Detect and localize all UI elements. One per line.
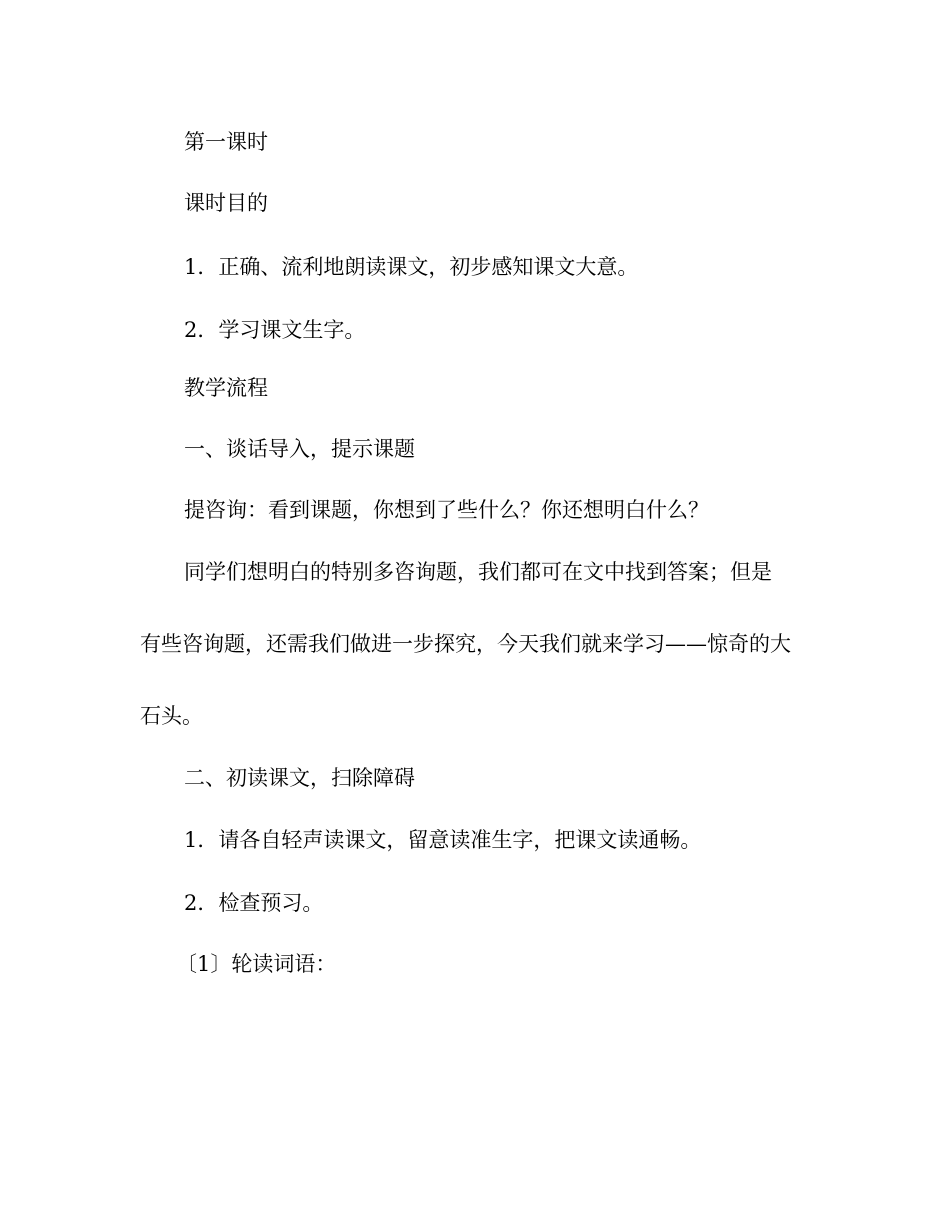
section-heading-2: 二、初读课文，扫除障碍 (184, 766, 415, 790)
section-heading-1: 一、谈话导入，提示课题 (184, 437, 415, 461)
objective-item-2: 2．学习课文生字。 (184, 318, 366, 342)
paragraph-question: 提咨询：看到课题，你想到了些什么？你还想明白什么？ (184, 498, 709, 522)
lesson-heading: 第一课时 (184, 130, 268, 154)
objectives-heading: 课时目的 (184, 191, 268, 215)
paragraph-line-2: 有些咨询题，还需我们做进一步探究，今天我们就来学习——惊奇的大 (140, 632, 791, 656)
sub-step-item-1: 〔1〕轮读词语： (176, 952, 337, 976)
paragraph-line-3: 石头。 (140, 704, 203, 728)
step-item-2: 2．检查预习。 (184, 891, 324, 915)
paragraph-line-1: 同学们想明白的特别多咨询题，我们都可在文中找到答案；但是 (184, 560, 772, 584)
step-item-1: 1．请各自轻声读课文，留意读准生字，把课文读通畅。 (184, 828, 702, 852)
process-heading: 教学流程 (184, 376, 268, 400)
objective-item-1: 1．正确、流利地朗读课文，初步感知课文大意。 (184, 255, 639, 279)
